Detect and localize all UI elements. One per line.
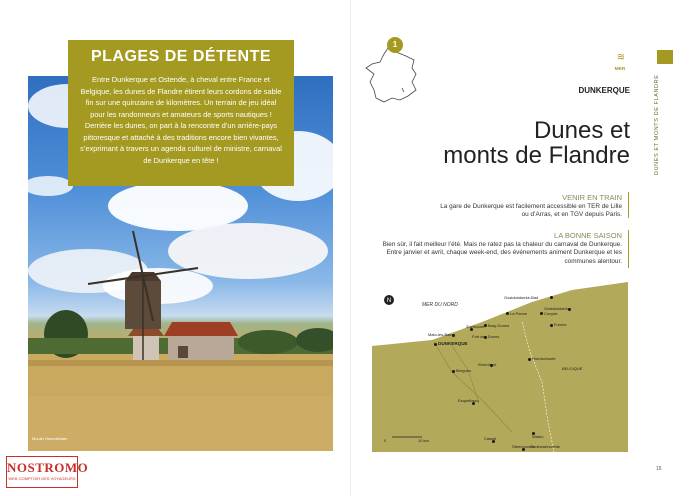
map-pin — [452, 370, 455, 373]
map-pin — [550, 324, 553, 327]
title-line-2: monts de Flandre — [443, 142, 630, 169]
detente-text: Entre Dunkerque et Ostende, à cheval entre France et Belgique, les dunes de Flandre étirent leurs cordons de sable fin sur une quinzaine de kilomètres. Un terrain de jeu idéal pour les randonneurs et amateurs de sports nautiques ! Derrière les dunes, on part à la rencontre d’un arrière-pays pittoresque et attaché à des traditions encore bien vivantes, s’exprimant à travers un agenda culturel de ministre, carnaval de Dunkerque en tête ! — [80, 75, 282, 165]
season-text: Bien sûr, il fait meilleur l’été. Mais ne ratez pas la chaleur du carnaval de Dunkerque. Entre janvier et avril, chaque week-end, des événements animent Dunkerque et les communes alentour. — [382, 241, 622, 265]
detente-box — [68, 40, 294, 186]
page-number: 15 — [656, 466, 662, 472]
map-place-label: Hondschoote — [532, 356, 556, 361]
season-block — [380, 231, 622, 266]
train-rule — [628, 192, 629, 218]
page-title — [380, 118, 630, 168]
title-line-1: Dunes et — [533, 117, 630, 144]
side-tab-text: DUNES ET MONTS DE FLANDRE — [654, 74, 660, 176]
photo-credit: Moulin Hoendeklaer — [32, 436, 68, 441]
map-place-label: Fort des Dunes — [472, 334, 500, 339]
map-pin — [540, 312, 543, 315]
map-pin — [550, 296, 553, 299]
map-pin — [528, 358, 531, 361]
waves-icon: ≋ — [616, 52, 626, 63]
map-country-label: BELGIQUE — [562, 366, 583, 371]
map-pin — [506, 312, 509, 315]
map-place-label: Watou — [532, 434, 544, 439]
train-block — [380, 193, 622, 220]
season-rule — [628, 230, 629, 268]
map-place-label: Oostduinkerke — [544, 306, 570, 311]
region-map-shape — [372, 282, 628, 452]
map-place-label: Malo-les-Bains — [428, 332, 455, 337]
region-map — [372, 282, 628, 452]
page-spine — [350, 0, 351, 496]
nostromo-logo[interactable] — [6, 456, 89, 488]
map-place-label: La Panne — [510, 311, 528, 316]
north-arrow-letter: N — [386, 298, 392, 304]
logo-tagline: WEB COMPTOIR DES VOYAGEURS — [8, 476, 76, 481]
france-outline-icon — [362, 44, 422, 106]
city-name: DUNKERQUE — [578, 86, 630, 95]
map-place-label: Wormhout — [478, 362, 497, 367]
map-pin — [434, 343, 437, 346]
mer-label: MER — [614, 67, 626, 72]
map-place-label: Oostduinkerke-Bad — [504, 295, 539, 300]
map-place-label: Godewaersvelde — [530, 444, 561, 449]
map-place-label: Furnes — [554, 322, 567, 327]
map-place-label: Bray-Dunes — [488, 323, 510, 328]
map-place-label: Cassel — [484, 436, 497, 441]
train-heading: VENIR EN TRAIN — [562, 193, 622, 202]
map-scale-end: 10 km — [418, 438, 429, 443]
side-tab-marker — [657, 50, 673, 64]
season-heading: LA BONNE SAISON — [554, 231, 622, 240]
route-number-badge: 1 — [387, 37, 403, 53]
map-place-label: Zuydcoote — [466, 324, 485, 329]
map-place-label: Esquelbecq — [458, 398, 479, 403]
map-sea-label: MER DU NORD — [422, 302, 458, 308]
detente-title: PLAGES DE DÉTENTE — [90, 48, 272, 65]
map-place-label: Coxyde — [544, 311, 558, 316]
map-place-label: Bergues — [456, 368, 471, 373]
map-place-label: Steenvoorde — [512, 444, 535, 449]
train-text: La gare de Dunkerque est facilement accessible en TER de Lille ou d’Arras, et en TGV depuis Paris. — [440, 203, 622, 219]
logo-name: NOSTROMO — [7, 460, 89, 475]
map-place-label: DUNKERQUE — [438, 341, 468, 346]
map-scale-start: 0 — [384, 438, 387, 443]
